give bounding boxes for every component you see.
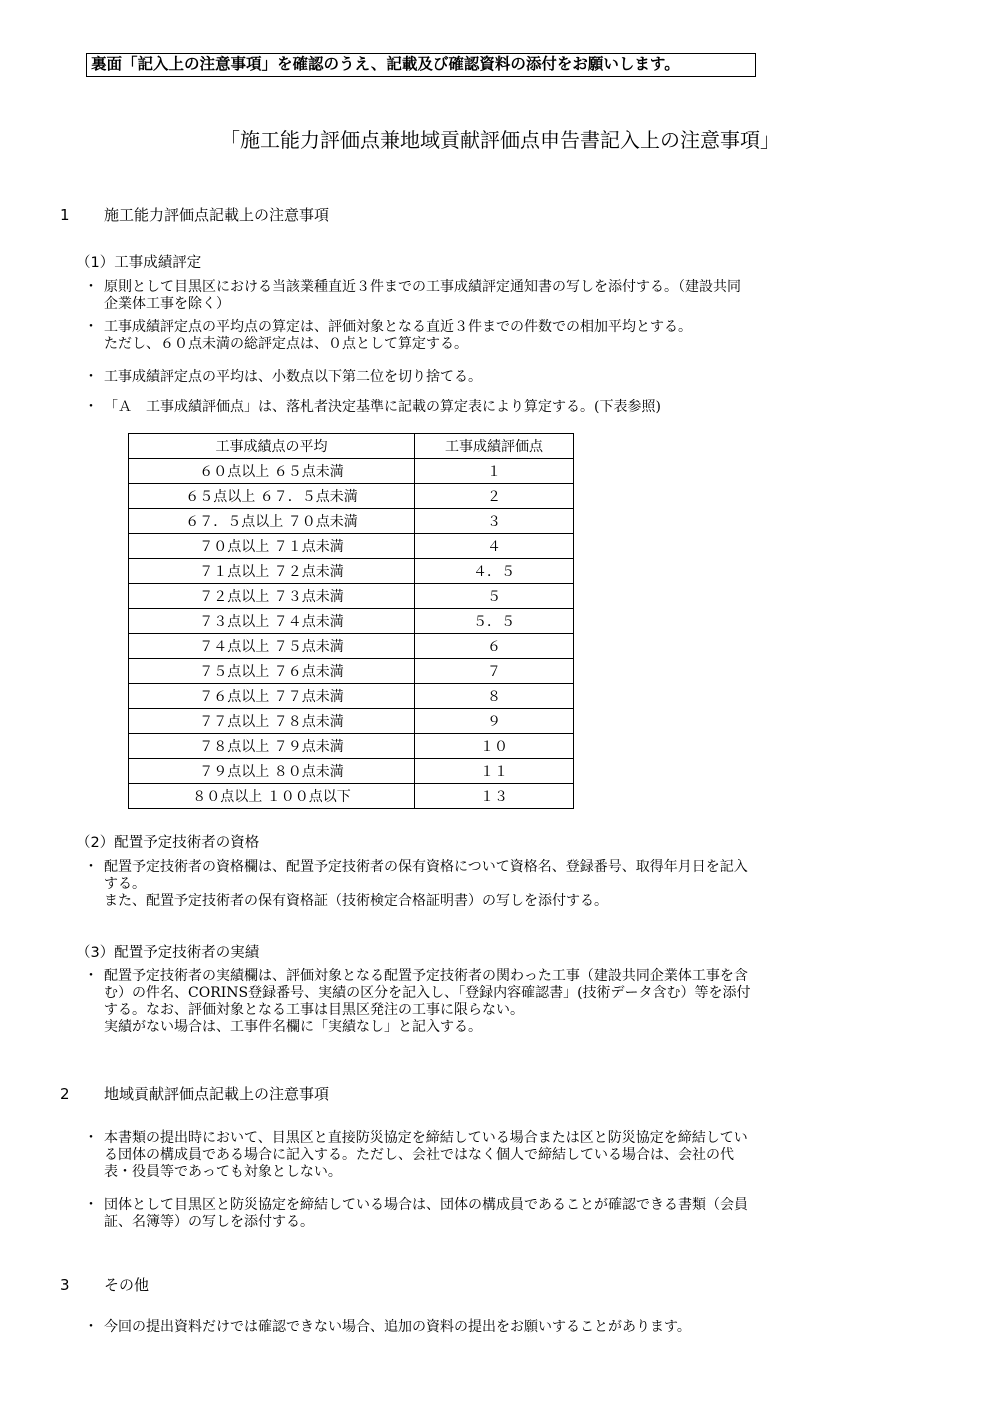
bullet-item: [84, 279, 924, 313]
table-cell-score: ５．５: [415, 609, 574, 634]
subsection-2-heading: （2）配置予定技術者の資格: [76, 835, 260, 851]
subsection-1-heading: （1）工事成績評定: [76, 255, 202, 271]
table-row: [129, 709, 574, 734]
table-header-score: 工事成績評価点: [415, 434, 574, 459]
bullet-line: 実績がない場合は、工事件名欄に「実績なし」と記入する。: [104, 1019, 482, 1035]
table-header-average: 工事成績点の平均: [129, 434, 415, 459]
bullet-item: [84, 1197, 924, 1231]
table-row: [129, 484, 574, 509]
bullet-mark: ・: [84, 279, 98, 295]
table-row: [129, 784, 574, 809]
table-cell-score: ５: [415, 584, 574, 609]
table-cell-range: ７７点以上 ７８点未満: [129, 709, 415, 734]
bullet-line: 工事成績評定点の平均は、小数点以下第二位を切り捨てる。: [104, 369, 482, 385]
bullet-line: 「Ａ 工事成績評価点」は、落札者決定基準に記載の算定表により算定する。(下表参照): [104, 399, 661, 415]
section-number: 3: [60, 1276, 70, 1294]
bullet-line: 企業体工事を除く）: [104, 296, 230, 312]
bullet-line: する。なお、評価対象となる工事は目黒区発注の工事に限らない。: [104, 1002, 524, 1018]
table-cell-range: ７８点以上 ７９点未満: [129, 734, 415, 759]
table-row: [129, 634, 574, 659]
bullet-line: 原則として目黒区における当該業種直近３件までの工事成績評定通知書の写しを添付する。（建設共同: [104, 279, 741, 295]
bullet-item: [84, 968, 924, 1036]
table-cell-score: ２: [415, 484, 574, 509]
table-row: [129, 684, 574, 709]
table-cell-score: ８: [415, 684, 574, 709]
bullet-line: する。: [104, 876, 146, 892]
section-1-heading: [60, 205, 329, 225]
table-cell-range: ７０点以上 ７１点未満: [129, 534, 415, 559]
bullet-line: ただし、６０点未満の総評定点は、０点として算定する。: [104, 336, 468, 352]
section-number: 2: [60, 1085, 70, 1103]
bullet-mark: ・: [84, 1130, 98, 1146]
bullet-line: また、配置予定技術者の保有資格証（技術検定合格証明書）の写しを添付する。: [104, 893, 608, 909]
table-cell-score: １３: [415, 784, 574, 809]
table-cell-score: １: [415, 459, 574, 484]
bullet-item: [84, 369, 924, 386]
bullet-line: 本書類の提出時において、目黒区と直接防災協定を締結している場合または区と防災協定を締結してい: [104, 1130, 748, 1146]
table-cell-score: ４: [415, 534, 574, 559]
notice-banner: 裏面「記入上の注意事項」を確認のうえ、記載及び確認資料の添付をお願いします。: [86, 53, 756, 77]
section-3-heading: [60, 1275, 149, 1295]
table-cell-range: ７６点以上 ７７点未満: [129, 684, 415, 709]
table-row: [129, 759, 574, 784]
table-cell-score: ９: [415, 709, 574, 734]
bullet-mark: ・: [84, 1319, 98, 1335]
table-row: [129, 534, 574, 559]
section-number: 1: [60, 206, 70, 224]
section-title: 地域貢献評価点記載上の注意事項: [104, 1085, 330, 1103]
table-row: [129, 734, 574, 759]
bullet-line: 証、名簿等）の写しを添付する。: [104, 1214, 314, 1230]
bullet-mark: ・: [84, 399, 98, 415]
table-row: [129, 584, 574, 609]
bullet-mark: ・: [84, 1197, 98, 1213]
table-cell-range: ７１点以上 ７２点未満: [129, 559, 415, 584]
bullet-item: [84, 1130, 924, 1181]
section-2-heading: [60, 1084, 329, 1104]
table-cell-score: １１: [415, 759, 574, 784]
document-title: 「施工能力評価点兼地域貢献評価点申告書記入上の注意事項」: [220, 128, 780, 152]
table-row: [129, 659, 574, 684]
table-cell-range: ７２点以上 ７３点未満: [129, 584, 415, 609]
table-row: [129, 609, 574, 634]
table-cell-range: ７４点以上 ７５点未満: [129, 634, 415, 659]
bullet-mark: ・: [84, 859, 98, 875]
bullet-item: [84, 319, 924, 353]
table-row: [129, 559, 574, 584]
bullet-line: 工事成績評定点の平均点の算定は、評価対象となる直近３件までの件数での相加平均とする。: [104, 319, 692, 335]
table-cell-score: ４．５: [415, 559, 574, 584]
table-cell-score: １０: [415, 734, 574, 759]
bullet-mark: ・: [84, 369, 98, 385]
table-cell-range: ７５点以上 ７６点未満: [129, 659, 415, 684]
table-cell-range: ７９点以上 ８０点未満: [129, 759, 415, 784]
bullet-item: [84, 399, 924, 416]
table-cell-range: ８０点以上 １００点以下: [129, 784, 415, 809]
table-cell-range: ７３点以上 ７４点未満: [129, 609, 415, 634]
bullet-line: 表・役員等であっても対象としない。: [104, 1164, 342, 1180]
section-title: その他: [104, 1276, 150, 1294]
table-cell-score: ３: [415, 509, 574, 534]
bullet-mark: ・: [84, 319, 98, 335]
subsection-3-heading: （3）配置予定技術者の実績: [76, 945, 260, 961]
table-cell-score: ７: [415, 659, 574, 684]
table-cell-range: ６７．５点以上 ７０点未満: [129, 509, 415, 534]
bullet-line: む）の件名、CORINS登録番号、実績の区分を記入し、「登録内容確認書」(技術データ含む）等を添付: [104, 985, 751, 1001]
table-cell-score: ６: [415, 634, 574, 659]
table-row: [129, 459, 574, 484]
score-table: [128, 433, 574, 809]
section-title: 施工能力評価点記載上の注意事項: [104, 206, 330, 224]
table-cell-range: ６５点以上 ６７．５点未満: [129, 484, 415, 509]
bullet-item: [84, 1319, 924, 1336]
bullet-line: る団体の構成員である場合に記入する。ただし、会社ではなく個人で締結している場合は、会社の代: [104, 1147, 734, 1163]
bullet-item: [84, 859, 924, 910]
bullet-line: 配置予定技術者の資格欄は、配置予定技術者の保有資格について資格名、登録番号、取得年月日を記入: [104, 859, 748, 875]
bullet-line: 配置予定技術者の実績欄は、評価対象となる配置予定技術者の関わった工事（建設共同企業体工事を含: [104, 968, 748, 984]
bullet-mark: ・: [84, 968, 98, 984]
table-header-row: [129, 434, 574, 459]
table-row: [129, 509, 574, 534]
bullet-line: 今回の提出資料だけでは確認できない場合、追加の資料の提出をお願いすることがあります。: [104, 1319, 691, 1335]
bullet-line: 団体として目黒区と防災協定を締結している場合は、団体の構成員であることが確認できる書類（会員: [104, 1197, 748, 1213]
table-cell-range: ６０点以上 ６５点未満: [129, 459, 415, 484]
